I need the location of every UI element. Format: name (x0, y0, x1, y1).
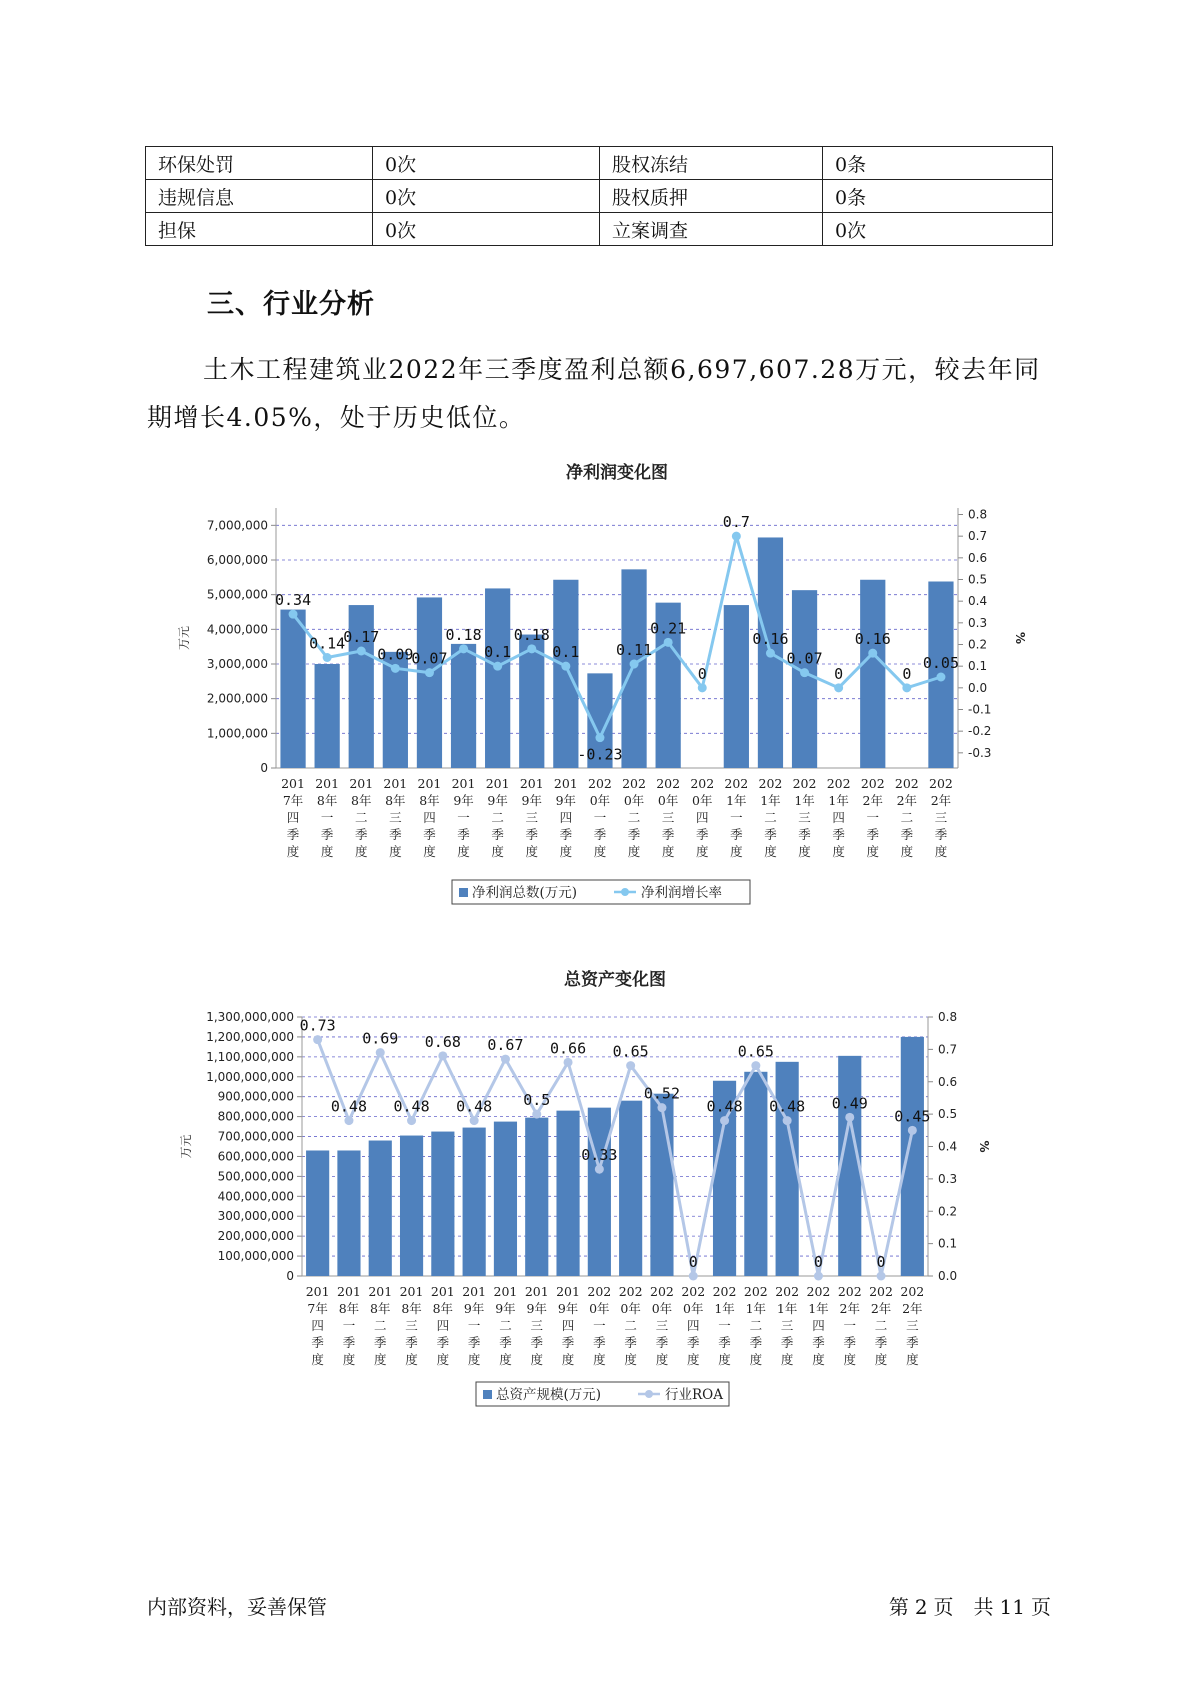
x-tick-label: 202 1年三季度 (775, 1284, 800, 1367)
legend-bar-label: 净利润总数(万元) (472, 885, 578, 901)
bar (792, 590, 817, 768)
x-tick-label: 202 2年一季度 (837, 1284, 862, 1367)
y2-axis-label: % (977, 1140, 991, 1153)
x-tick-label: 202 0年一季度 (587, 1284, 612, 1367)
y2-tick-label: -0.3 (968, 745, 992, 760)
bar (315, 664, 340, 768)
y-axis-label: 万元 (179, 1134, 193, 1159)
data-label: 0.52 (643, 1084, 681, 1103)
bar (494, 1122, 517, 1276)
line-point (834, 683, 843, 692)
section-title: 三、行业分析 (207, 289, 375, 320)
bar (400, 1136, 423, 1276)
data-label: 0.48 (769, 1097, 806, 1116)
chart-title: 总资产变化图 (564, 970, 666, 990)
y2-tick-label: -0.1 (968, 702, 992, 717)
risk-table-row (146, 213, 1053, 246)
data-label: 0 (834, 664, 844, 683)
page-total: 11 (999, 1595, 1025, 1619)
bar (744, 1072, 767, 1276)
y2-tick-label: 0.4 (938, 1139, 958, 1154)
net-profit-chart-svg (0, 458, 1191, 918)
line-point (376, 1048, 385, 1057)
data-label: 0.67 (487, 1036, 524, 1055)
y-tick-label: 400,000,000 (217, 1189, 294, 1204)
data-label: 0.65 (737, 1042, 774, 1061)
x-tick-label: 202 2年二季度 (894, 776, 919, 859)
x-tick-label: 201 7年四季度 (281, 776, 305, 859)
data-label: 0.17 (343, 628, 380, 646)
line-point (344, 1116, 353, 1125)
y2-tick-label: 0.2 (938, 1204, 958, 1219)
y-tick-label: 0 (286, 1269, 294, 1283)
y2-tick-label: 0.3 (968, 615, 988, 630)
total-assets-chart (0, 962, 1191, 1422)
line-point (664, 638, 673, 647)
legend-bar-swatch (483, 1390, 492, 1399)
legend-line-label: 净利润增长率 (641, 885, 722, 901)
line-point (657, 1103, 666, 1112)
y2-tick-label: 0.6 (968, 550, 988, 565)
line-point (595, 1165, 604, 1174)
line-point (501, 1055, 510, 1064)
y2-tick-label: 0.0 (968, 680, 988, 695)
line-point (470, 1116, 479, 1125)
y2-tick-label: -0.2 (968, 724, 992, 739)
x-tick-label: 202 2年三季度 (900, 1284, 925, 1367)
risk-item-value: 0次 (373, 147, 600, 180)
x-tick-label: 201 9年四季度 (556, 1284, 580, 1367)
y2-tick-label: 0.8 (938, 1010, 958, 1024)
x-tick-label: 201 9年四季度 (553, 776, 578, 859)
line-point (720, 1116, 729, 1125)
x-tick-label: 202 0年三季度 (656, 776, 681, 859)
y2-tick-label: 0.3 (938, 1171, 958, 1186)
bar (306, 1150, 329, 1276)
x-tick-label: 202 1年三季度 (792, 776, 817, 859)
y2-tick-label: 0.4 (968, 594, 988, 609)
line-point (407, 1116, 416, 1125)
data-label: 0.49 (831, 1094, 868, 1113)
line-point (783, 1116, 792, 1125)
x-tick-label: 202 0年一季度 (588, 776, 612, 859)
data-label: 0.1 (552, 643, 580, 662)
y-tick-label: 4,000,000 (206, 622, 268, 637)
data-label: 0.18 (513, 625, 550, 644)
line-point (814, 1272, 823, 1281)
x-tick-label: 202 2年三季度 (929, 776, 953, 859)
y2-axis-label: % (1013, 631, 1027, 645)
risk-item-value: 0次 (373, 213, 600, 246)
line-point (800, 668, 809, 677)
x-tick-label: 201 8年四季度 (417, 776, 442, 859)
x-tick-label: 201 9年二季度 (485, 776, 510, 859)
bar (431, 1132, 454, 1276)
bar (588, 1108, 611, 1276)
line-point (459, 644, 468, 653)
x-tick-label: 201 9年一季度 (462, 1284, 487, 1367)
total-assets-chart-svg (0, 962, 1191, 1422)
line-point (936, 673, 945, 682)
y2-tick-label: 0.1 (938, 1236, 958, 1251)
x-tick-label: 202 0年三季度 (650, 1284, 674, 1367)
y2-tick-label: 0.5 (938, 1107, 958, 1122)
bar (724, 605, 749, 768)
y-tick-label: 200,000,000 (217, 1229, 294, 1244)
x-tick-label: 202 2年一季度 (860, 776, 885, 859)
y-tick-label: 5,000,000 (206, 587, 268, 602)
risk-item-value: 0次 (823, 213, 1053, 246)
x-tick-label: 202 0年二季度 (622, 776, 646, 859)
bar (860, 580, 885, 768)
legend-bar-label: 总资产规模(万元) (496, 1387, 602, 1403)
line-point (877, 1272, 886, 1281)
risk-item-value: 0次 (373, 180, 600, 213)
data-label: 0.48 (393, 1097, 430, 1116)
line-point (689, 1272, 698, 1281)
line-point (845, 1113, 854, 1122)
data-label: 0.66 (549, 1039, 587, 1058)
bar (463, 1128, 486, 1276)
y-tick-label: 500,000,000 (217, 1169, 294, 1184)
net-profit-chart (0, 458, 1191, 918)
line-point (595, 733, 604, 742)
bar (776, 1062, 799, 1276)
line-point (532, 1110, 541, 1119)
x-tick-label: 202 0年四季度 (690, 776, 715, 859)
data-label: 0 (902, 664, 912, 683)
line-point (868, 649, 877, 658)
line-point (561, 662, 570, 671)
x-tick-label: 201 7年四季度 (305, 1284, 330, 1367)
x-tick-label: 201 8年二季度 (349, 776, 374, 859)
y-tick-label: 1,000,000 (206, 726, 268, 741)
x-tick-label: 201 8年三季度 (383, 776, 408, 859)
risk-table-row (146, 147, 1053, 180)
data-label: 0.65 (612, 1042, 649, 1061)
bar (556, 1111, 579, 1276)
bar (485, 588, 510, 768)
x-tick-label: 201 8年二季度 (368, 1284, 393, 1367)
data-label: 0.68 (424, 1032, 461, 1051)
x-tick-label: 201 8年一季度 (337, 1284, 361, 1367)
line-point (425, 668, 434, 677)
y-axis-label: 万元 (177, 625, 191, 651)
y2-tick-label: 0.2 (968, 637, 988, 652)
page-number (883, 1591, 1051, 1620)
bar (451, 644, 476, 768)
risk-item-label: 环保处罚 (146, 147, 373, 180)
y2-tick-label: 0.5 (968, 572, 988, 587)
line-point (732, 532, 741, 541)
risk-item-label: 立案调查 (600, 213, 823, 246)
y-tick-label: 1,100,000,000 (206, 1049, 294, 1064)
risk-item-value: 0条 (823, 147, 1053, 180)
data-label: 0.69 (362, 1029, 399, 1048)
x-tick-label: 202 1年一季度 (712, 1284, 737, 1367)
y2-tick-label: 0.6 (938, 1074, 958, 1089)
bar (369, 1141, 392, 1276)
bar (280, 610, 305, 768)
legend-line-marker (621, 888, 629, 896)
data-label: 0.33 (581, 1146, 618, 1165)
data-label: 0.34 (274, 591, 312, 610)
y2-tick-label: 0.7 (968, 529, 988, 544)
risk-item-value: 0条 (823, 180, 1053, 213)
risk-table-body (146, 147, 1053, 246)
y-tick-label: 800,000,000 (217, 1109, 294, 1124)
x-tick-label: 201 9年三季度 (519, 776, 544, 859)
x-tick-label: 201 9年二季度 (493, 1284, 518, 1367)
footer-confidential-note: 内部资料，妥善保管 (147, 1595, 327, 1619)
line-point (766, 649, 775, 658)
data-label: 0 (876, 1253, 886, 1271)
x-tick-label: 201 9年一季度 (451, 776, 476, 859)
data-label: 0.14 (309, 634, 346, 653)
data-label: 0.48 (456, 1097, 493, 1116)
y-tick-label: 0 (260, 761, 268, 775)
y2-tick-label: 0.0 (938, 1269, 958, 1283)
y-tick-label: 6,000,000 (206, 553, 268, 567)
risk-table-row (146, 180, 1053, 213)
risk-info-table (145, 146, 1053, 246)
bar (337, 1150, 360, 1276)
bar (650, 1094, 673, 1276)
x-tick-label: 201 8年一季度 (315, 776, 340, 859)
data-label: 0.45 (894, 1107, 931, 1126)
data-label: 0.16 (752, 630, 789, 649)
data-label: 0.05 (922, 654, 960, 672)
risk-item-label: 违规信息 (146, 180, 373, 213)
line-point (908, 1126, 917, 1135)
legend-line-label: 行业ROA (665, 1387, 723, 1403)
x-tick-label: 202 1年四季度 (806, 1284, 831, 1367)
x-tick-label: 201 9年三季度 (524, 1284, 549, 1367)
y-tick-label: 1,000,000,000 (206, 1069, 294, 1084)
risk-item-label: 股权冻结 (600, 147, 823, 180)
data-label: 0 (697, 664, 707, 683)
line-point (902, 683, 911, 692)
x-tick-label: 202 2年二季度 (869, 1284, 893, 1367)
y-tick-label: 700,000,000 (217, 1129, 294, 1144)
y-tick-label: 300,000,000 (217, 1209, 294, 1224)
line-point (630, 660, 639, 669)
risk-item-label: 担保 (146, 213, 373, 246)
y-tick-label: 100,000,000 (217, 1249, 294, 1264)
page-mid: 页 共 (933, 1595, 994, 1619)
line-point (751, 1061, 760, 1070)
y-tick-label: 7,000,000 (206, 518, 268, 533)
data-label: 0 (813, 1253, 823, 1271)
x-tick-label: 202 1年二季度 (743, 1284, 768, 1367)
line-point (438, 1051, 447, 1060)
x-tick-label: 202 1年二季度 (758, 776, 783, 859)
line-point (289, 610, 298, 619)
data-label: 0.7 (722, 513, 750, 532)
y-tick-label: 900,000,000 (217, 1089, 294, 1104)
bar (619, 1101, 642, 1276)
x-tick-label: 201 8年三季度 (399, 1284, 424, 1367)
data-label: 0.11 (615, 641, 653, 659)
data-label: 0.21 (650, 619, 687, 638)
data-label: 0.5 (523, 1091, 551, 1110)
bar (417, 597, 442, 768)
bar (553, 580, 578, 768)
y-tick-label: 2,000,000 (206, 691, 268, 706)
y2-tick-label: 0.1 (968, 659, 988, 674)
x-tick-label: 202 1年四季度 (826, 776, 851, 859)
data-label: 0.48 (330, 1097, 368, 1116)
legend-line-marker (645, 1390, 653, 1398)
x-tick-label: 202 0年二季度 (618, 1284, 643, 1367)
data-label: -0.23 (577, 745, 623, 764)
y2-tick-label: 0.7 (938, 1042, 958, 1057)
data-label: 0.73 (299, 1016, 336, 1035)
data-label: 0.48 (706, 1097, 743, 1116)
summary-paragraph: 土木工程建筑业2022年三季度盈利总额6,697,607.28万元，较去年同期增长4.05%，处于历史低位。 (147, 355, 1041, 432)
bar (901, 1037, 924, 1276)
data-label: 0 (688, 1253, 698, 1271)
data-label: 0.16 (854, 630, 891, 649)
chart-title: 净利润变化图 (566, 463, 668, 483)
data-label: 0.1 (484, 643, 512, 662)
page-num: 2 (914, 1595, 928, 1619)
line-point (564, 1058, 573, 1067)
line-point (527, 644, 536, 653)
bar (525, 1118, 548, 1276)
line-point (323, 653, 332, 662)
data-label: 0.07 (786, 649, 823, 668)
risk-item-label: 股权质押 (600, 180, 823, 213)
y-tick-label: 3,000,000 (206, 657, 268, 671)
x-tick-label: 201 8年四季度 (430, 1284, 455, 1367)
data-label: 0.09 (377, 645, 414, 664)
line-point (313, 1035, 322, 1044)
y-tick-label: 1,300,000,000 (206, 1010, 294, 1024)
data-label: 0.07 (411, 649, 448, 668)
y2-tick-label: 0.8 (968, 507, 988, 522)
data-label: 0.18 (445, 625, 482, 644)
line-point (391, 664, 400, 673)
x-tick-label: 202 1年一季度 (724, 776, 749, 859)
y-tick-label: 600,000,000 (217, 1149, 294, 1164)
line-point (493, 662, 502, 671)
page-prefix: 第 (888, 1595, 909, 1619)
y-tick-label: 1,200,000,000 (206, 1029, 294, 1044)
bar (621, 569, 646, 768)
line-point (626, 1061, 635, 1070)
x-tick-label: 202 0年四季度 (681, 1284, 706, 1367)
page-suffix: 页 (1031, 1595, 1051, 1619)
line-point (698, 683, 707, 692)
line-point (357, 647, 366, 656)
legend-bar-swatch (459, 888, 468, 897)
